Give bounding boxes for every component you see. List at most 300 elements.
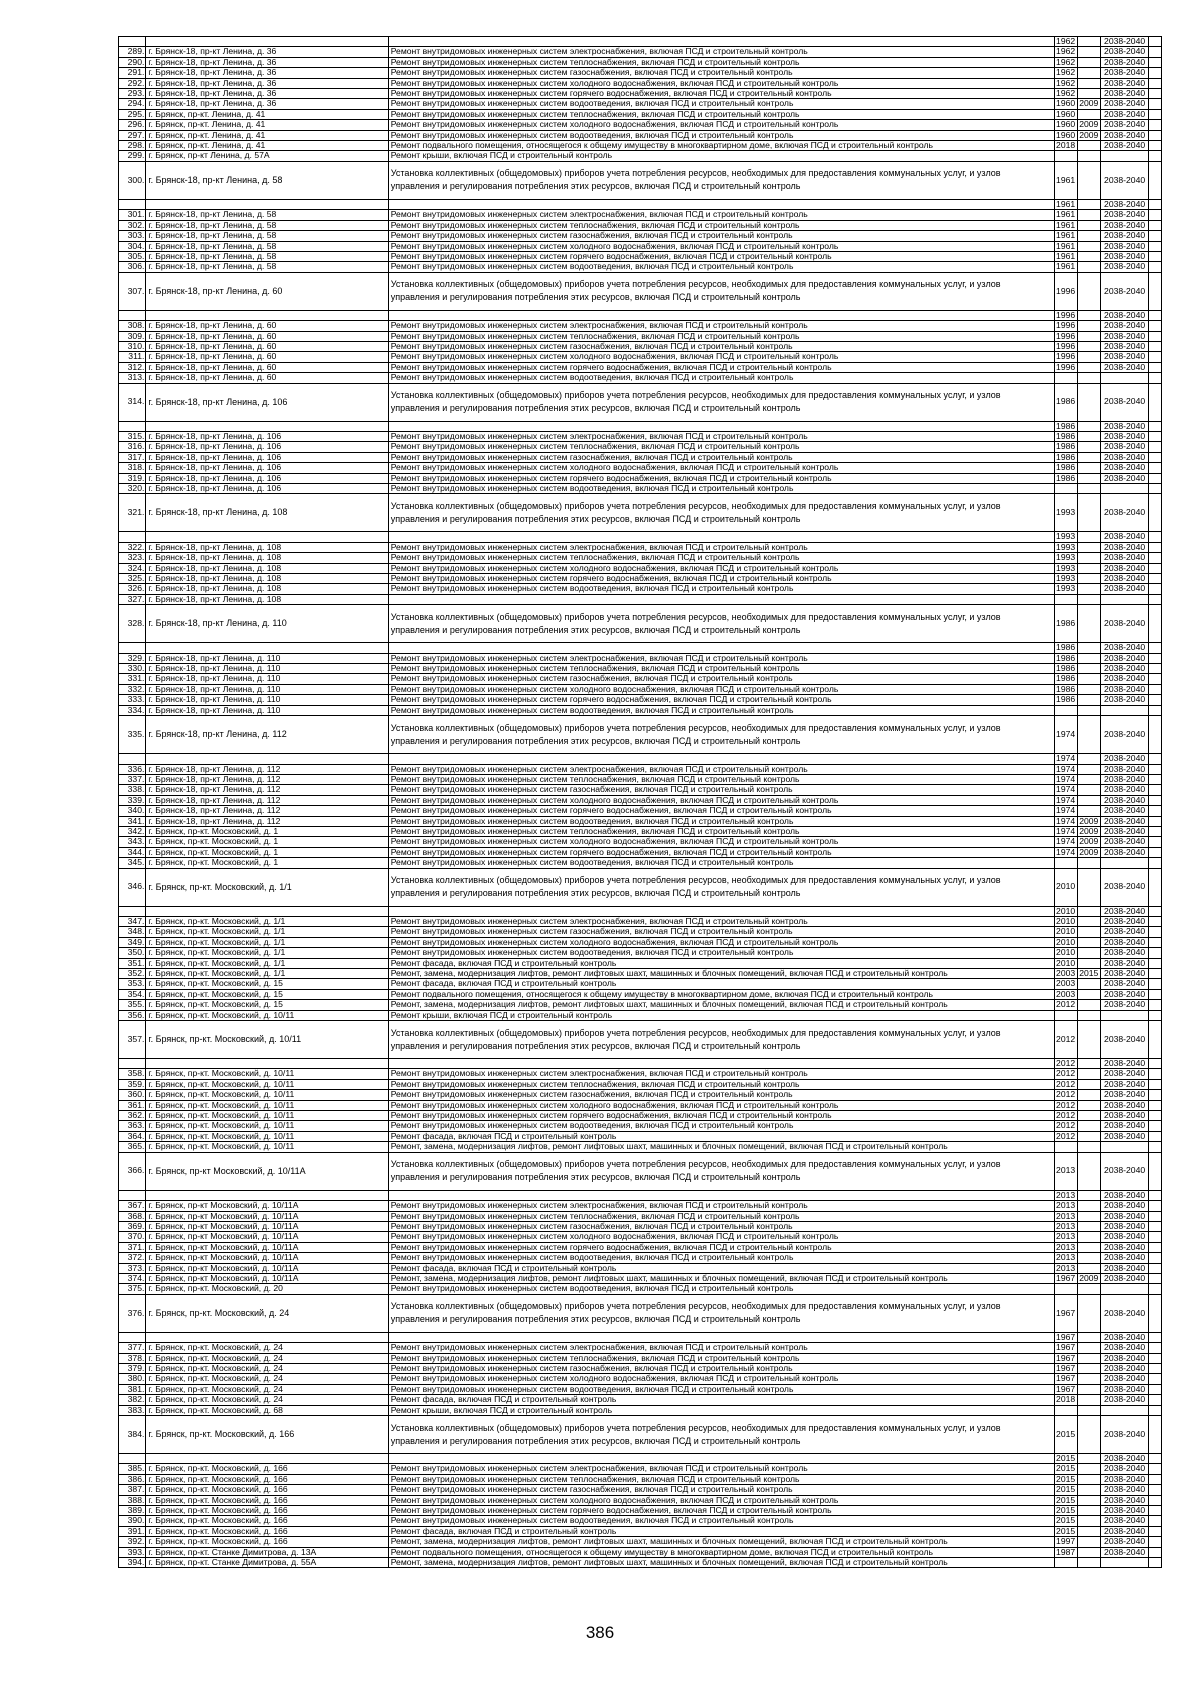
- table-row: [119, 1416, 1162, 1454]
- year-last-repair-cell: [1077, 341, 1100, 351]
- year-last-repair-cell: [1077, 664, 1100, 674]
- address-cell: г. Брянск, пр-кт. Московский, д. 1: [146, 858, 388, 868]
- row-number: 320.: [119, 484, 146, 494]
- work-description-cell: Ремонт внутридомовых инженерных систем холодного водоснабжения, включая ПСД и строительный контроль: [388, 463, 1054, 473]
- year-built-cell: [1054, 1558, 1077, 1568]
- extra-cell: [1149, 1363, 1162, 1373]
- row-number: 337.: [119, 774, 146, 784]
- year-built-cell: 1974: [1054, 754, 1077, 764]
- year-last-repair-cell: [1077, 473, 1100, 483]
- row-number: 336.: [119, 764, 146, 774]
- planned-period-cell: 2038-2040: [1100, 1232, 1148, 1242]
- table-row: [119, 37, 1162, 47]
- year-last-repair-cell: [1077, 785, 1100, 795]
- row-number: 365.: [119, 1142, 146, 1152]
- row-number: 321.: [119, 494, 146, 532]
- year-built-cell: 2010: [1054, 958, 1077, 968]
- address-cell: г. Брянск, пр-кт. Ленина, д. 41: [146, 109, 388, 119]
- planned-period-cell: 2038-2040: [1100, 210, 1148, 220]
- planned-period-cell: 2038-2040: [1100, 979, 1148, 989]
- address-cell: г. Брянск, пр-кт Московский, д. 10/11А: [146, 1263, 388, 1273]
- row-number: 305.: [119, 251, 146, 261]
- year-last-repair-cell: [1077, 1395, 1100, 1405]
- table-row: [119, 331, 1162, 341]
- row-number: [119, 643, 146, 653]
- row-number: 384.: [119, 1416, 146, 1454]
- table-row: [119, 421, 1162, 431]
- work-description-cell: Ремонт внутридомовых инженерных систем газоснабжения, включая ПСД и строительный контроль: [388, 1090, 1054, 1100]
- address-cell: г. Брянск-18, пр-кт Ленина, д. 108: [146, 553, 388, 563]
- row-number: 292.: [119, 78, 146, 88]
- year-last-repair-cell: [1077, 653, 1100, 663]
- work-description-cell: [388, 754, 1054, 764]
- table-row: [119, 948, 1162, 958]
- planned-period-cell: 2038-2040: [1100, 421, 1148, 431]
- table-row: [119, 553, 1162, 563]
- row-number: [119, 310, 146, 320]
- table-row: [119, 989, 1162, 999]
- extra-cell: [1149, 664, 1162, 674]
- row-number: 358.: [119, 1069, 146, 1079]
- table-row: [119, 868, 1162, 906]
- year-built-cell: 1961: [1054, 220, 1077, 230]
- year-built-cell: 1967: [1054, 1273, 1077, 1283]
- work-description-cell: Ремонт внутридомовых инженерных систем водоотведения, включая ПСД и строительный контроль: [388, 584, 1054, 594]
- planned-period-cell: 2038-2040: [1100, 262, 1148, 272]
- year-last-repair-cell: [1077, 1374, 1100, 1384]
- extra-cell: [1149, 1353, 1162, 1363]
- extra-cell: [1149, 199, 1162, 209]
- year-built-cell: 1974: [1054, 785, 1077, 795]
- year-last-repair-cell: [1077, 1069, 1100, 1079]
- year-built-cell: 1986: [1054, 643, 1077, 653]
- extra-cell: [1149, 653, 1162, 663]
- table-row: [119, 1242, 1162, 1252]
- address-cell: г. Брянск-18, пр-кт Ленина, д. 112: [146, 716, 388, 754]
- planned-period-cell: 2038-2040: [1100, 68, 1148, 78]
- work-description-cell: Ремонт фасада, включая ПСД и строительный контроль: [388, 1131, 1054, 1141]
- work-description-cell: Ремонт внутридомовых инженерных систем теплоснабжения, включая ПСД и строительный контроль: [388, 109, 1054, 119]
- extra-cell: [1149, 272, 1162, 310]
- address-cell: г. Брянск, пр-кт. Московский, д. 10/11: [146, 1111, 388, 1121]
- table-row: [119, 1343, 1162, 1353]
- work-description-cell: Ремонт внутридомовых инженерных систем водоотведения, включая ПСД и строительный контроль: [388, 705, 1054, 715]
- address-cell: г. Брянск, пр-кт. Московский, д. 1: [146, 847, 388, 857]
- work-description-cell: [388, 1059, 1054, 1069]
- address-cell: г. Брянск-18, пр-кт Ленина, д. 60: [146, 352, 388, 362]
- year-last-repair-cell: [1077, 1547, 1100, 1557]
- address-cell: г. Брянск, пр-кт. Московский, д. 15: [146, 979, 388, 989]
- table-row: [119, 1384, 1162, 1394]
- planned-period-cell: 2038-2040: [1100, 695, 1148, 705]
- year-last-repair-cell: [1077, 1506, 1100, 1516]
- row-number: 393.: [119, 1547, 146, 1557]
- work-description-cell: Ремонт внутридомовых инженерных систем электроснабжения, включая ПСД и строительный контроль: [388, 210, 1054, 220]
- planned-period-cell: 2038-2040: [1100, 816, 1148, 826]
- planned-period-cell: 2038-2040: [1100, 1100, 1148, 1110]
- table-row: [119, 605, 1162, 643]
- work-description-cell: Ремонт крыши, включая ПСД и строительный контроль: [388, 1010, 1054, 1020]
- table-row: [119, 705, 1162, 715]
- table-row: [119, 1152, 1162, 1190]
- extra-cell: [1149, 553, 1162, 563]
- address-cell: г. Брянск-18, пр-кт Ленина, д. 60: [146, 362, 388, 372]
- year-built-cell: 2012: [1054, 1100, 1077, 1110]
- address-cell: г. Брянск-18, пр-кт Ленина, д. 36: [146, 78, 388, 88]
- row-number: [119, 199, 146, 209]
- planned-period-cell: 2038-2040: [1100, 1190, 1148, 1200]
- row-number: 319.: [119, 473, 146, 483]
- table-row: [119, 1111, 1162, 1121]
- extra-cell: [1149, 231, 1162, 241]
- year-last-repair-cell: [1077, 1363, 1100, 1373]
- table-row: [119, 442, 1162, 452]
- year-built-cell: 1974: [1054, 764, 1077, 774]
- work-description-cell: Ремонт внутридомовых инженерных систем электроснабжения, включая ПСД и строительный контроль: [388, 1069, 1054, 1079]
- address-cell: г. Брянск, пр-кт. Московский, д. 1/1: [146, 969, 388, 979]
- table-row: [119, 1100, 1162, 1110]
- work-description-cell: Ремонт внутридомовых инженерных систем горячего водоснабжения, включая ПСД и строительный контроль: [388, 1111, 1054, 1121]
- table-row: [119, 1069, 1162, 1079]
- year-built-cell: 1961: [1054, 199, 1077, 209]
- planned-period-cell: [1100, 594, 1148, 604]
- planned-period-cell: 2038-2040: [1100, 989, 1148, 999]
- extra-cell: [1149, 57, 1162, 67]
- planned-period-cell: 2038-2040: [1100, 321, 1148, 331]
- planned-period-cell: 2038-2040: [1100, 1526, 1148, 1536]
- work-description-cell: Установка коллективных (общедомовых) приборов учета потребления ресурсов, необходимых для предоставления коммунальных услуг, и узлов управления и регулирования потребления этих ресурсов, включая ПСД и строительный контроль: [388, 1152, 1054, 1190]
- work-description-cell: Ремонт внутридомовых инженерных систем теплоснабжения, включая ПСД и строительный контроль: [388, 1353, 1054, 1363]
- address-cell: г. Брянск-18, пр-кт Ленина, д. 108: [146, 494, 388, 532]
- extra-cell: [1149, 1485, 1162, 1495]
- address-cell: г. Брянск-18, пр-кт Ленина, д. 106: [146, 431, 388, 441]
- table-row: [119, 1211, 1162, 1221]
- extra-cell: [1149, 858, 1162, 868]
- year-built-cell: 1967: [1054, 1294, 1077, 1332]
- table-row: [119, 484, 1162, 494]
- address-cell: г. Брянск, пр-кт. Московский, д. 1: [146, 826, 388, 836]
- address-cell: г. Брянск, пр-кт. Московский, д. 166: [146, 1474, 388, 1484]
- year-built-cell: 1974: [1054, 847, 1077, 857]
- table-row: [119, 858, 1162, 868]
- year-built-cell: 2003: [1054, 969, 1077, 979]
- work-description-cell: [388, 1454, 1054, 1464]
- year-last-repair-cell: [1077, 1131, 1100, 1141]
- extra-cell: [1149, 1253, 1162, 1263]
- year-last-repair-cell: [1077, 1332, 1100, 1342]
- work-description-cell: Ремонт внутридомовых инженерных систем холодного водоснабжения, включая ПСД и строительный контроль: [388, 1495, 1054, 1505]
- address-cell: г. Брянск, пр-кт. Московский, д. 1/1: [146, 927, 388, 937]
- table-row: [119, 764, 1162, 774]
- planned-period-cell: 2038-2040: [1100, 1201, 1148, 1211]
- extra-cell: [1149, 684, 1162, 694]
- table-row: [119, 574, 1162, 584]
- row-number: 315.: [119, 431, 146, 441]
- table-row: [119, 542, 1162, 552]
- extra-cell: [1149, 1516, 1162, 1526]
- year-last-repair-cell: [1077, 1079, 1100, 1089]
- work-description-cell: Ремонт внутридомовых инженерных систем водоотведения, включая ПСД и строительный контроль: [388, 373, 1054, 383]
- work-description-cell: Ремонт внутридомовых инженерных систем водоотведения, включая ПСД и строительный контроль: [388, 484, 1054, 494]
- extra-cell: [1149, 1395, 1162, 1405]
- row-number: 364.: [119, 1131, 146, 1141]
- year-built-cell: 1986: [1054, 421, 1077, 431]
- extra-cell: [1149, 241, 1162, 251]
- address-cell: г. Брянск-18, пр-кт Ленина, д. 58: [146, 220, 388, 230]
- row-number: 367.: [119, 1201, 146, 1211]
- planned-period-cell: 2038-2040: [1100, 1221, 1148, 1231]
- row-number: 311.: [119, 352, 146, 362]
- address-cell: г. Брянск, пр-кт. Московский, д. 166: [146, 1506, 388, 1516]
- extra-cell: [1149, 795, 1162, 805]
- year-built-cell: 1986: [1054, 463, 1077, 473]
- year-last-repair-cell: 2009: [1077, 816, 1100, 826]
- year-built-cell: 1993: [1054, 532, 1077, 542]
- work-description-cell: Ремонт внутридомовых инженерных систем газоснабжения, включая ПСД и строительный контроль: [388, 1221, 1054, 1231]
- table-row: [119, 594, 1162, 604]
- extra-cell: [1149, 837, 1162, 847]
- extra-cell: [1149, 1506, 1162, 1516]
- planned-period-cell: 2038-2040: [1100, 1416, 1148, 1454]
- extra-cell: [1149, 373, 1162, 383]
- row-number: [119, 906, 146, 916]
- planned-period-cell: 2038-2040: [1100, 1495, 1148, 1505]
- extra-cell: [1149, 754, 1162, 764]
- year-built-cell: 1960: [1054, 130, 1077, 140]
- row-number: 297.: [119, 130, 146, 140]
- planned-period-cell: 2038-2040: [1100, 605, 1148, 643]
- extra-cell: [1149, 764, 1162, 774]
- work-description-cell: Ремонт внутридомовых инженерных систем холодного водоснабжения, включая ПСД и строительный контроль: [388, 937, 1054, 947]
- row-number: 342.: [119, 826, 146, 836]
- table-row: [119, 431, 1162, 441]
- extra-cell: [1149, 1558, 1162, 1568]
- year-built-cell: 2012: [1054, 1121, 1077, 1131]
- row-number: 361.: [119, 1100, 146, 1110]
- planned-period-cell: 2038-2040: [1100, 352, 1148, 362]
- planned-period-cell: 2038-2040: [1100, 847, 1148, 857]
- address-cell: г. Брянск, пр-кт. Московский, д. 10/11: [146, 1079, 388, 1089]
- year-last-repair-cell: [1077, 764, 1100, 774]
- year-built-cell: 2012: [1054, 1131, 1077, 1141]
- year-built-cell: 2012: [1054, 1090, 1077, 1100]
- extra-cell: [1149, 120, 1162, 130]
- year-last-repair-cell: [1077, 1454, 1100, 1464]
- extra-cell: [1149, 1495, 1162, 1505]
- table-row: [119, 1131, 1162, 1141]
- year-built-cell: 1996: [1054, 352, 1077, 362]
- address-cell: г. Брянск-18, пр-кт Ленина, д. 112: [146, 774, 388, 784]
- table-row: [119, 1374, 1162, 1384]
- year-built-cell: 1986: [1054, 473, 1077, 483]
- planned-period-cell: 2038-2040: [1100, 916, 1148, 926]
- extra-cell: [1149, 774, 1162, 784]
- row-number: 389.: [119, 1506, 146, 1516]
- year-last-repair-cell: [1077, 1201, 1100, 1211]
- year-built-cell: 1986: [1054, 664, 1077, 674]
- extra-cell: [1149, 220, 1162, 230]
- address-cell: г. Брянск-18, пр-кт Ленина, д. 106: [146, 484, 388, 494]
- year-built-cell: 1974: [1054, 837, 1077, 847]
- row-number: 303.: [119, 231, 146, 241]
- row-number: 375.: [119, 1284, 146, 1294]
- work-description-cell: Ремонт внутридомовых инженерных систем газоснабжения, включая ПСД и строительный контроль: [388, 1363, 1054, 1373]
- table-row: [119, 1079, 1162, 1089]
- address-cell: г. Брянск-18, пр-кт Ленина, д. 60: [146, 321, 388, 331]
- planned-period-cell: 2038-2040: [1100, 958, 1148, 968]
- year-last-repair-cell: [1077, 352, 1100, 362]
- row-number: 313.: [119, 373, 146, 383]
- address-cell: г. Брянск-18, пр-кт Ленина, д. 110: [146, 705, 388, 715]
- address-cell: г. Брянск-18, пр-кт Ленина, д. 110: [146, 664, 388, 674]
- row-number: 299.: [119, 151, 146, 161]
- planned-period-cell: [1100, 484, 1148, 494]
- year-last-repair-cell: [1077, 1495, 1100, 1505]
- row-number: [119, 37, 146, 47]
- row-number: 293.: [119, 89, 146, 99]
- year-built-cell: 1996: [1054, 341, 1077, 351]
- row-number: 331.: [119, 674, 146, 684]
- address-cell: г. Брянск-18, пр-кт Ленина, д. 106: [146, 463, 388, 473]
- year-built-cell: 1974: [1054, 816, 1077, 826]
- row-number: 298.: [119, 141, 146, 151]
- year-last-repair-cell: [1077, 421, 1100, 431]
- table-row: [119, 1201, 1162, 1211]
- planned-period-cell: 2038-2040: [1100, 906, 1148, 916]
- extra-cell: [1149, 1416, 1162, 1454]
- address-cell: [146, 532, 388, 542]
- work-description-cell: Ремонт внутридомовых инженерных систем водоотведения, включая ПСД и строительный контроль: [388, 262, 1054, 272]
- work-description-cell: [388, 310, 1054, 320]
- address-cell: г. Брянск-18, пр-кт Ленина, д. 110: [146, 695, 388, 705]
- extra-cell: [1149, 868, 1162, 906]
- address-cell: [146, 1190, 388, 1200]
- table-row: [119, 653, 1162, 663]
- year-last-repair-cell: [1077, 321, 1100, 331]
- table-row: [119, 272, 1162, 310]
- table-row: [119, 927, 1162, 937]
- row-number: 302.: [119, 220, 146, 230]
- address-cell: г. Брянск, пр-кт Московский, д. 10/11А: [146, 1211, 388, 1221]
- row-number: 376.: [119, 1294, 146, 1332]
- year-last-repair-cell: [1077, 989, 1100, 999]
- work-description-cell: Ремонт, замена, модернизация лифтов, ремонт лифтовых шахт, машинных и блочных помещений, включая ПСД и строительный контроль: [388, 1558, 1054, 1568]
- extra-cell: [1149, 1142, 1162, 1152]
- address-cell: г. Брянск, пр-кт. Московский, д. 166: [146, 1495, 388, 1505]
- extra-cell: [1149, 47, 1162, 57]
- year-built-cell: 2003: [1054, 989, 1077, 999]
- work-description-cell: Ремонт внутридомовых инженерных систем газоснабжения, включая ПСД и строительный контроль: [388, 452, 1054, 462]
- year-built-cell: 2018: [1054, 141, 1077, 151]
- address-cell: г. Брянск-18, пр-кт Ленина, д. 106: [146, 383, 388, 421]
- year-built-cell: 1996: [1054, 321, 1077, 331]
- row-number: 380.: [119, 1374, 146, 1384]
- row-number: 369.: [119, 1221, 146, 1231]
- address-cell: г. Брянск, пр-кт. Ленина, д. 41: [146, 130, 388, 140]
- extra-cell: [1149, 68, 1162, 78]
- planned-period-cell: 2038-2040: [1100, 431, 1148, 441]
- planned-period-cell: 2038-2040: [1100, 341, 1148, 351]
- year-last-repair-cell: [1077, 1353, 1100, 1363]
- address-cell: г. Брянск, пр-кт. Московский, д. 15: [146, 989, 388, 999]
- document-page: [118, 36, 1162, 1568]
- year-last-repair-cell: [1077, 605, 1100, 643]
- year-last-repair-cell: [1077, 937, 1100, 947]
- year-last-repair-cell: 2009: [1077, 847, 1100, 857]
- row-number: 356.: [119, 1010, 146, 1020]
- planned-period-cell: 2038-2040: [1100, 1131, 1148, 1141]
- year-built-cell: [1054, 1284, 1077, 1294]
- year-built-cell: 1997: [1054, 1537, 1077, 1547]
- year-last-repair-cell: [1077, 684, 1100, 694]
- row-number: 335.: [119, 716, 146, 754]
- year-last-repair-cell: [1077, 532, 1100, 542]
- planned-period-cell: 2038-2040: [1100, 231, 1148, 241]
- address-cell: г. Брянск, пр-кт. Московский, д. 1/1: [146, 937, 388, 947]
- extra-cell: [1149, 1294, 1162, 1332]
- table-row: [119, 1464, 1162, 1474]
- planned-period-cell: 2038-2040: [1100, 837, 1148, 847]
- table-row: [119, 341, 1162, 351]
- table-row: [119, 262, 1162, 272]
- year-last-repair-cell: [1077, 463, 1100, 473]
- address-cell: [146, 199, 388, 209]
- work-description-cell: [388, 594, 1054, 604]
- work-description-cell: Ремонт внутридомовых инженерных систем горячего водоснабжения, включая ПСД и строительный контроль: [388, 89, 1054, 99]
- work-description-cell: Ремонт внутридомовых инженерных систем теплоснабжения, включая ПСД и строительный контроль: [388, 57, 1054, 67]
- row-number: 388.: [119, 1495, 146, 1505]
- table-row: [119, 664, 1162, 674]
- table-row: [119, 1000, 1162, 1010]
- extra-cell: [1149, 151, 1162, 161]
- row-number: 332.: [119, 684, 146, 694]
- table-row: [119, 151, 1162, 161]
- year-last-repair-cell: [1077, 220, 1100, 230]
- extra-cell: [1149, 605, 1162, 643]
- work-description-cell: [388, 906, 1054, 916]
- extra-cell: [1149, 1121, 1162, 1131]
- year-built-cell: [1054, 1142, 1077, 1152]
- year-last-repair-cell: [1077, 141, 1100, 151]
- work-description-cell: Ремонт внутридомовых инженерных систем газоснабжения, включая ПСД и строительный контроль: [388, 785, 1054, 795]
- row-number: 382.: [119, 1395, 146, 1405]
- year-built-cell: 1961: [1054, 231, 1077, 241]
- year-last-repair-cell: [1077, 442, 1100, 452]
- year-last-repair-cell: [1077, 262, 1100, 272]
- year-last-repair-cell: [1077, 362, 1100, 372]
- address-cell: [146, 37, 388, 47]
- extra-cell: [1149, 1454, 1162, 1464]
- row-number: 381.: [119, 1384, 146, 1394]
- extra-cell: [1149, 130, 1162, 140]
- address-cell: г. Брянск-18, пр-кт Ленина, д. 106: [146, 473, 388, 483]
- extra-cell: [1149, 705, 1162, 715]
- year-built-cell: 2010: [1054, 868, 1077, 906]
- year-built-cell: [1054, 1405, 1077, 1415]
- extra-cell: [1149, 262, 1162, 272]
- work-description-cell: [388, 532, 1054, 542]
- row-number: 325.: [119, 574, 146, 584]
- year-last-repair-cell: [1077, 199, 1100, 209]
- year-built-cell: 1993: [1054, 494, 1077, 532]
- address-cell: г. Брянск, пр-кт. Московский, д. 20: [146, 1284, 388, 1294]
- year-last-repair-cell: [1077, 643, 1100, 653]
- year-built-cell: 2015: [1054, 1454, 1077, 1464]
- row-number: 327.: [119, 594, 146, 604]
- row-number: 338.: [119, 785, 146, 795]
- work-description-cell: Ремонт внутридомовых инженерных систем холодного водоснабжения, включая ПСД и строительный контроль: [388, 120, 1054, 130]
- extra-cell: [1149, 979, 1162, 989]
